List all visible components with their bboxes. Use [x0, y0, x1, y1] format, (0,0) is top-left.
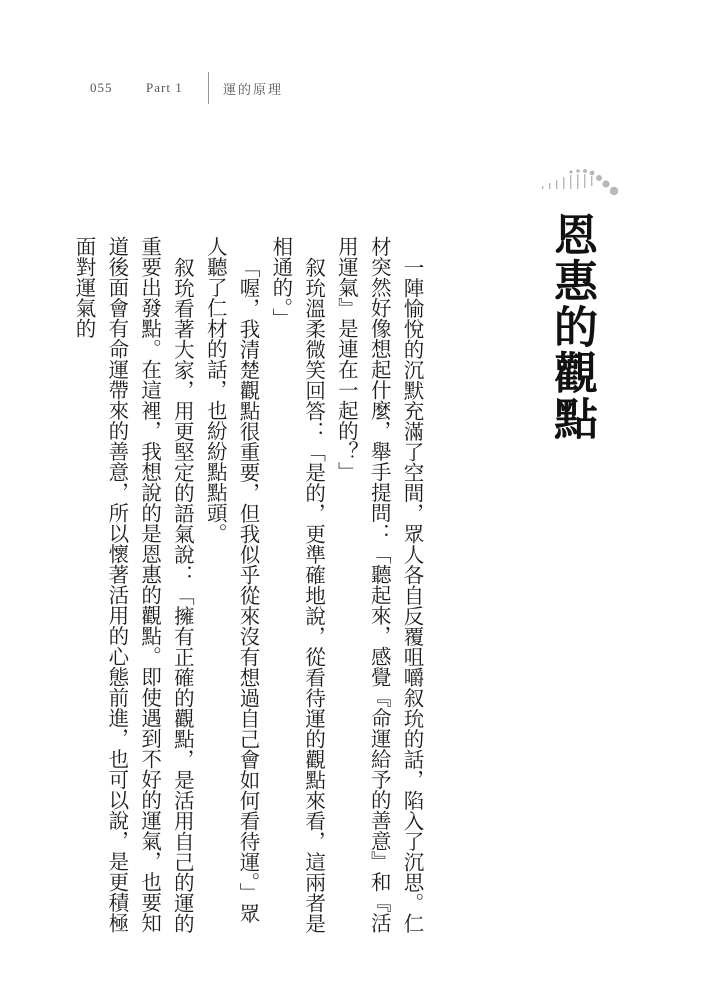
paragraph: 「喔，我清楚觀點很重要，但我似乎從來沒有想過自己會如何看待運。」眾人聽了仁材的話，也紛紛點點頭。 [203, 236, 261, 923]
page-number: 055 [90, 80, 113, 95]
paragraph: 一陣愉悅的沉默充滿了空間，眾人各自反覆咀嚼叙玧的話，陷入了沉思。仁材突然好像想起什麼，舉手提問：「聽起來，感覺『命運給予的善意』和『活用運氣』是連在一起的？」 [334, 236, 424, 933]
body-text [72, 236, 428, 936]
section-title: 運的原理 [223, 81, 284, 97]
running-header [90, 72, 283, 104]
decorative-ornament-icon [538, 160, 622, 200]
paragraph: 叙玧看著大家，用更堅定的語氣說：「擁有正確的觀點，是活用自己的運的重要出發點。在這裡，我想說的是恩惠的觀點。即使遇到不好的運氣，也要知道後面會有命運帶來的善意，所以懷著活用的心態前進，也可以說，是更積極面對運氣的 [72, 236, 195, 933]
part-label: Part 1 [146, 80, 183, 95]
chapter-title: 恩惠的觀點 [546, 212, 597, 442]
header-divider [208, 72, 209, 104]
paragraph: 叙玧溫柔微笑回答：「是的，更準確地說，從看待運的觀點來看，這兩者是相通的。」 [268, 236, 326, 933]
